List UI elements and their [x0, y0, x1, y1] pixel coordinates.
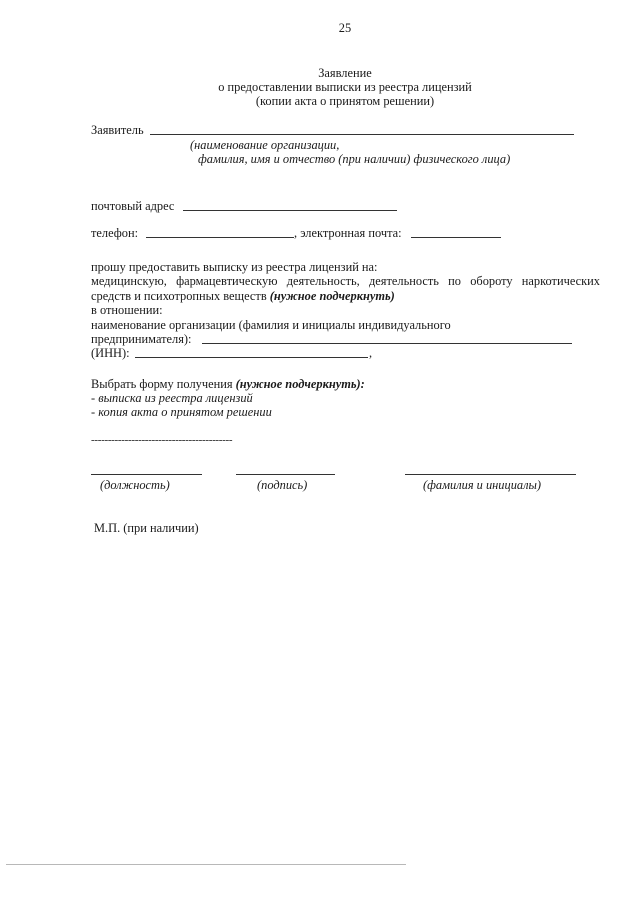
full-name-caption: (фамилия и инициалы): [423, 478, 542, 492]
document-title: Заявление: [318, 66, 372, 80]
inn-label: (ИНН):: [91, 346, 130, 360]
document-subtitle-note: (копии акта о принятом решении): [255, 94, 435, 108]
position-field-line[interactable]: [91, 474, 202, 475]
postal-address-label: почтовый адрес: [91, 199, 175, 213]
applicant-hint-organization: (наименование организации,: [190, 138, 340, 152]
phone-label: телефон:: [91, 226, 139, 240]
document-subtitle: о предоставлении выписки из реестра лицензий: [218, 80, 472, 94]
form-choice: [91, 377, 365, 392]
request-entrepreneur-label: предпринимателя):: [91, 332, 192, 346]
signature-caption: (подпись): [257, 478, 308, 492]
request-intro: прошу предоставить выписку из реестра лицензий на:: [91, 260, 378, 274]
request-substances-text: средств и психотропных веществ: [91, 289, 267, 303]
phone-field-line[interactable]: [146, 237, 294, 238]
applicant-field-line[interactable]: [150, 134, 574, 135]
position-caption: (должность): [100, 478, 170, 492]
request-activities: медицинскую, фармацевтическую деятельность, деятельность по обороту наркотических: [91, 274, 600, 288]
applicant-label: Заявитель: [91, 123, 144, 137]
form-choice-hint: (нужное подчеркнуть):: [235, 377, 365, 391]
request-regarding: в отношении:: [91, 303, 163, 317]
email-field-line[interactable]: [411, 237, 501, 238]
email-label: , электронная почта:: [294, 226, 402, 240]
request-underline-hint: (нужное подчеркнуть): [269, 289, 395, 303]
applicant-hint-person: фамилия, имя и отчество (при наличии) физического лица): [198, 152, 511, 166]
signature-field-line[interactable]: [236, 474, 335, 475]
scan-edge-line: [6, 864, 406, 865]
inn-comma: ,: [369, 346, 373, 360]
form-choice-label: Выбрать форму получения: [91, 377, 233, 391]
request-org-name-label: наименование организации (фамилия и инициалы индивидуального: [91, 318, 451, 332]
org-name-field-line[interactable]: [202, 343, 572, 344]
form-option-act-copy[interactable]: - копия акта о принятом решении: [91, 405, 272, 419]
inn-field-line[interactable]: [135, 357, 368, 358]
page-number: 25: [338, 21, 352, 35]
full-name-field-line[interactable]: [405, 474, 576, 475]
form-option-extract[interactable]: - выписка из реестра лицензий: [91, 391, 253, 405]
request-substances: [91, 289, 395, 304]
postal-address-field-line[interactable]: [183, 210, 397, 211]
dashed-separator: ------------------------------------------: [91, 434, 233, 446]
stamp-label: М.П. (при наличии): [94, 521, 199, 535]
